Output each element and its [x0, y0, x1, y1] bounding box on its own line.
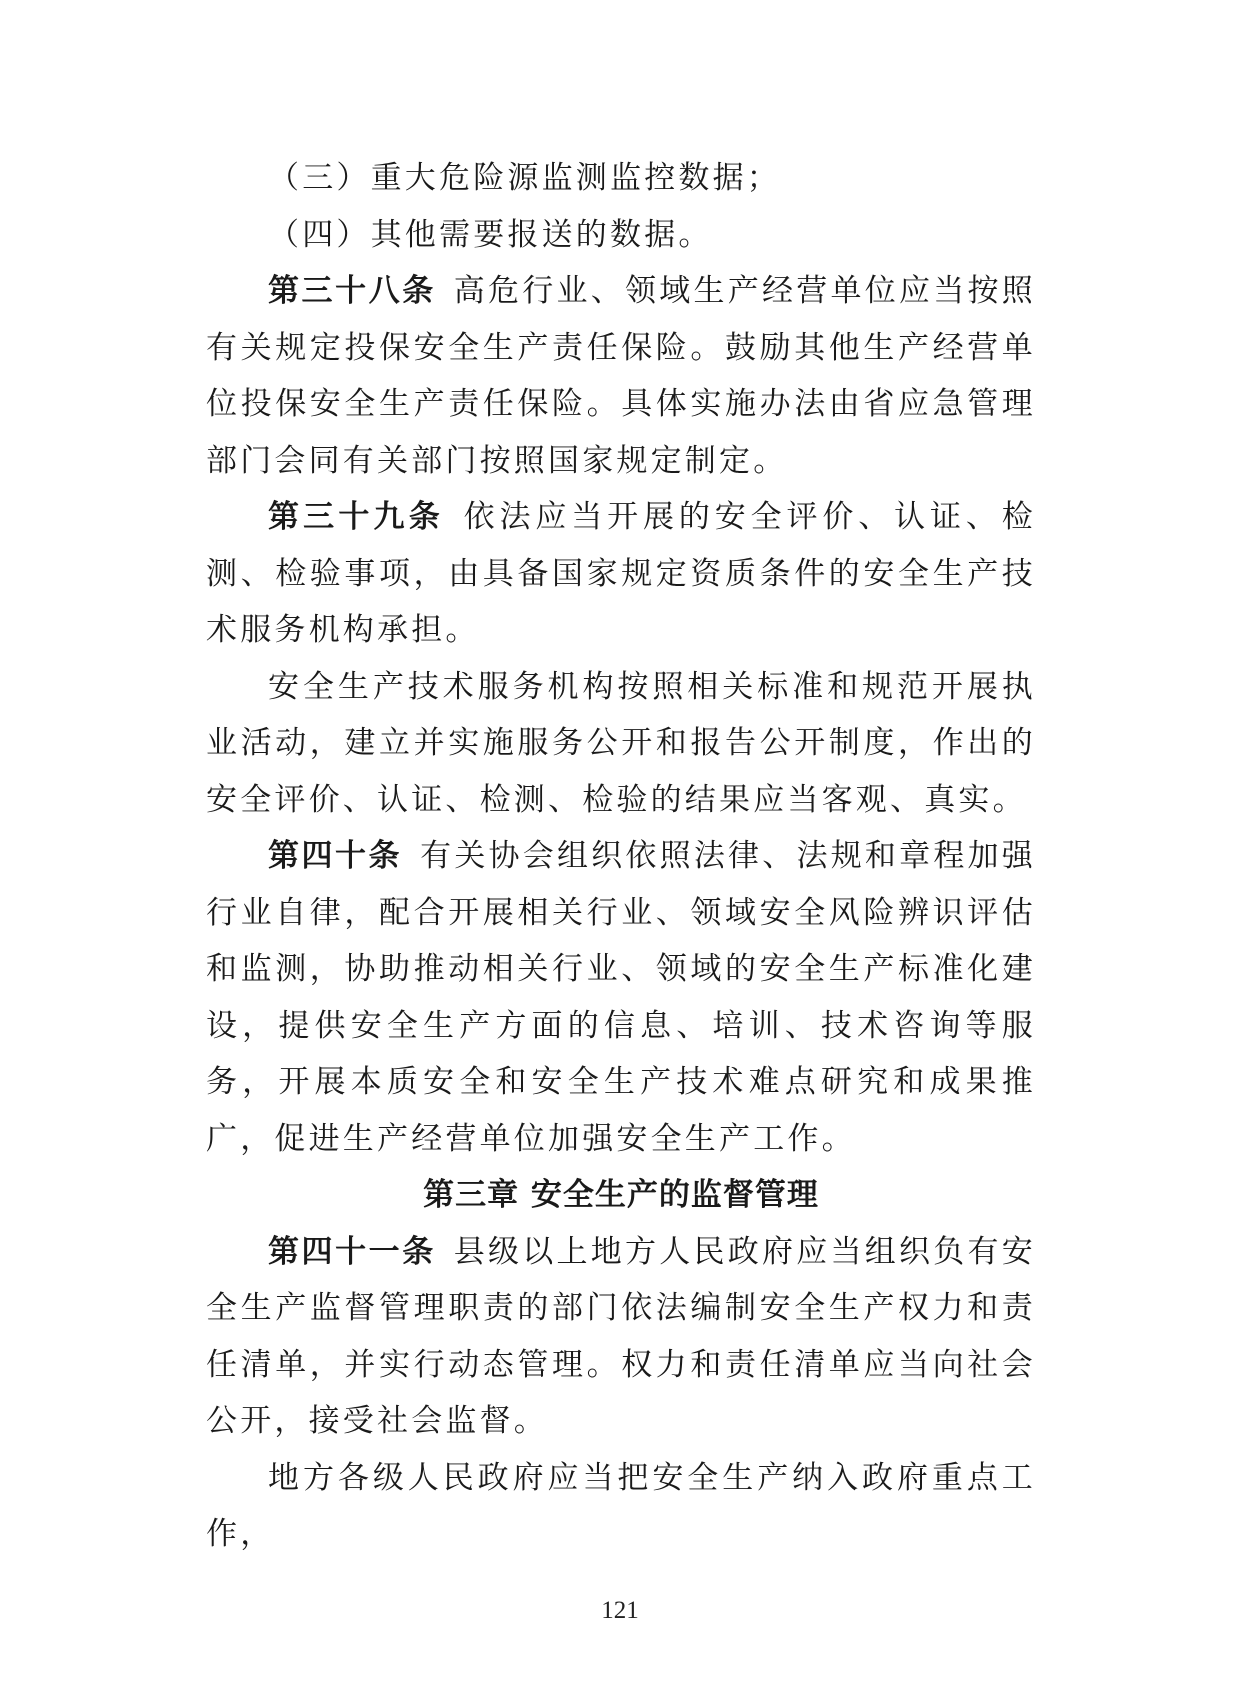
chapter-heading: 第三章 安全生产的监督管理 [423, 1177, 819, 1213]
article-text: 有关协会组织依照法律、法规和章程加强行业自律，配合开展相关行业、领域安全风险辨识评估和监测，协助推动相关行业、领域的安全生产标准化建设，提供安全生产方面的信息、培训、技术咨询等服务，开展本质安全和安全生产技术难点研究和成果推广，促进生产经营单位加强安全生产工作。 [206, 838, 1036, 1157]
paragraph-item-3: （三）重大危险源监测监控数据； [268, 160, 781, 196]
article-text: 县级以上地方人民政府应当组织负有安全生产监督管理职责的部门依法编制安全生产权力和责任清单，并实行动态管理。权力和责任清单应当向社会公开，接受社会监督。 [206, 1233, 1036, 1439]
article-text: 高危行业、领域生产经营单位应当按照有关规定投保安全生产责任保险。鼓励其他生产经营单位投保安全生产责任保险。具体实施办法由省应急管理部门会同有关部门按照国家规定制定。 [206, 273, 1036, 479]
paragraph-article-41-clause-2: 地方各级人民政府应当把安全生产纳入政府重点工作， [206, 1459, 1036, 1552]
paragraph-article-39-clause-2: 安全生产技术服务机构按照相关标准和规范开展执业活动，建立并实施服务公开和报告公开制度，作出的安全评价、认证、检测、检验的结果应当客观、真实。 [206, 668, 1036, 818]
paragraph-item-4: （四）其他需要报送的数据。 [268, 216, 713, 253]
paragraph-article-40 [206, 828, 1036, 1167]
article-number: 第四十条 [268, 838, 403, 874]
article-number: 第三十八条 [268, 273, 436, 309]
paragraph-article-38 [206, 263, 1036, 489]
article-text: 依法应当开展的安全评价、认证、检测、检验事项，由具备国家规定资质条件的安全生产技术服务机构承担。 [206, 499, 1036, 648]
paragraph-article-39 [206, 489, 1036, 659]
article-number: 第四十一条 [268, 1233, 436, 1270]
article-number: 第三十九条 [268, 499, 444, 535]
paragraph-article-41 [206, 1224, 1036, 1450]
body-text [206, 150, 1036, 1563]
page-number: 121 [601, 1597, 639, 1624]
